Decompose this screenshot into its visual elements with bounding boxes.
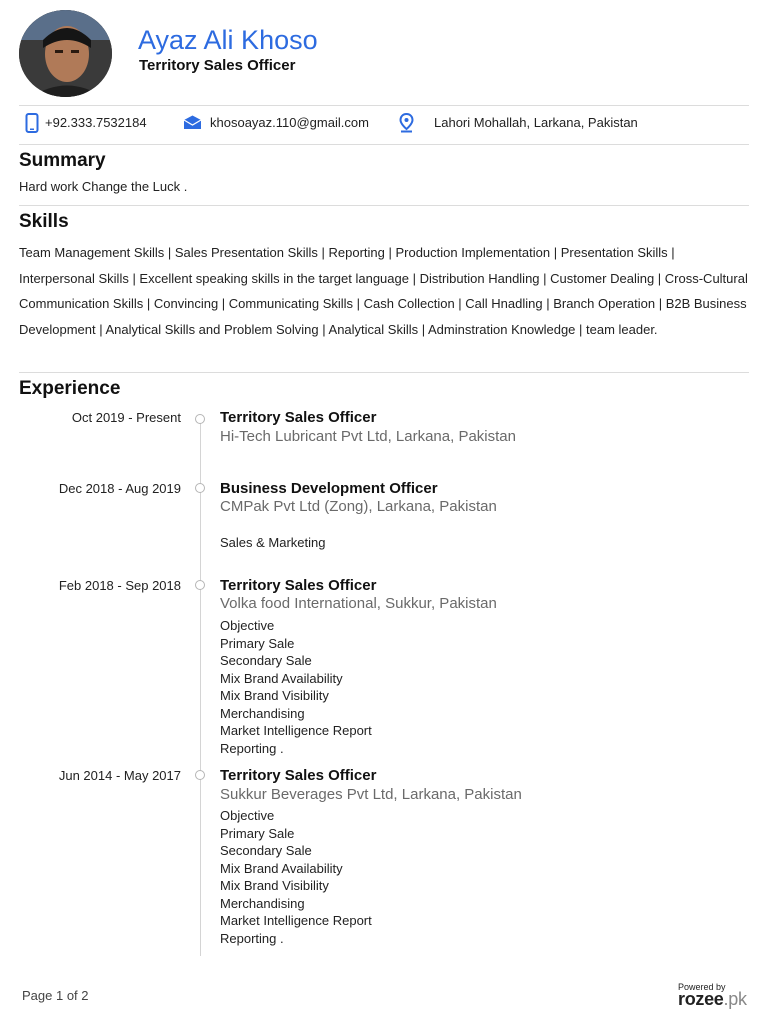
divider — [19, 105, 749, 106]
candidate-name: Ayaz Ali Khoso — [138, 25, 318, 55]
summary-text: Hard work Change the Luck . — [19, 179, 188, 194]
divider — [19, 372, 749, 373]
experience-company: Sukkur Beverages Pvt Ltd, Larkana, Pakistan — [220, 786, 522, 803]
divider — [19, 144, 749, 145]
contact-email: khosoayaz.110@gmail.com — [210, 115, 369, 130]
experience-dates: Jun 2014 - May 2017 — [58, 768, 181, 783]
timeline-dot — [195, 580, 205, 590]
experience-company: Volka food International, Sukkur, Pakistan — [220, 595, 497, 612]
description-line: Sales & Marketing — [220, 535, 326, 550]
experience-description — [220, 807, 372, 947]
avatar — [19, 10, 112, 97]
experience-heading: Experience — [19, 378, 121, 399]
description-line: Market Intelligence Report — [220, 913, 372, 928]
description-line: Primary Sale — [220, 635, 295, 651]
skills-list: Team Management Skills | Sales Presentation Skills | Reporting | Production Implementation | Presentation Skills | Interpersonal Skills | Excellent speaking skills in the target language | Distribution Handling | Customer Dealing | Cross-Cultural Communication Skills | Convincing | Communicating Skills | Cash Collection | Call Hnadling | Branch Operation | B2B Business Development | Analytical Skills and Problem Solving | Analytical Skills | Adminstration Knowledge | team leader. — [19, 245, 748, 337]
experience-job-title: Territory Sales Officer — [220, 409, 377, 426]
description-line: Mix Brand Visibility — [220, 878, 329, 893]
experience-job-title: Business Development Officer — [220, 480, 438, 497]
description-line: Primary Sale — [220, 825, 295, 841]
divider — [19, 205, 749, 206]
skills-heading: Skills — [19, 211, 69, 232]
timeline-dot — [195, 770, 205, 780]
description-line: Merchandising — [220, 895, 305, 911]
rozee-logo[interactable] — [678, 989, 747, 1010]
description-line: Mix Brand Availability — [220, 860, 343, 876]
experience-company: Hi-Tech Lubricant Pvt Ltd, Larkana, Pakistan — [220, 428, 516, 445]
experience-company: CMPak Pvt Ltd (Zong), Larkana, Pakistan — [220, 498, 497, 515]
description-line: Market Intelligence Report — [220, 723, 372, 738]
description-line: Secondary Sale — [220, 843, 312, 858]
timeline-dot — [195, 414, 205, 424]
description-line: Secondary Sale — [220, 653, 312, 668]
description-line: Merchandising — [220, 705, 305, 721]
brand-tld: .pk — [723, 989, 747, 1009]
timeline-line — [200, 419, 201, 956]
description-line: Mix Brand Visibility — [220, 688, 329, 703]
page-number: Page 1 of 2 — [22, 988, 89, 1003]
email-icon — [183, 115, 202, 130]
experience-dates: Dec 2018 - Aug 2019 — [58, 481, 181, 496]
summary-heading: Summary — [19, 150, 106, 171]
description-line: Reporting . — [220, 740, 284, 756]
experience-dates: Oct 2019 - Present — [71, 410, 181, 425]
experience-description — [220, 534, 326, 552]
contact-phone: +92.333.7532184 — [45, 115, 147, 130]
contact-address: Lahori Mohallah, Larkana, Pakistan — [434, 115, 638, 130]
description-line: Objective — [220, 808, 275, 823]
experience-job-title: Territory Sales Officer — [220, 767, 377, 784]
description-line: Mix Brand Availability — [220, 670, 343, 686]
powered-by-label: Powered by — [678, 982, 726, 992]
description-line: Objective — [220, 618, 275, 633]
candidate-title: Territory Sales Officer — [139, 57, 296, 74]
profile-photo — [19, 10, 112, 97]
experience-job-title: Territory Sales Officer — [220, 577, 377, 594]
brand-name: rozee — [678, 989, 724, 1009]
experience-description — [220, 617, 372, 757]
location-pin-icon — [399, 113, 414, 133]
timeline-dot — [195, 483, 205, 493]
experience-dates: Feb 2018 - Sep 2018 — [58, 578, 181, 593]
phone-icon — [25, 113, 39, 133]
description-line: Reporting . — [220, 930, 284, 946]
